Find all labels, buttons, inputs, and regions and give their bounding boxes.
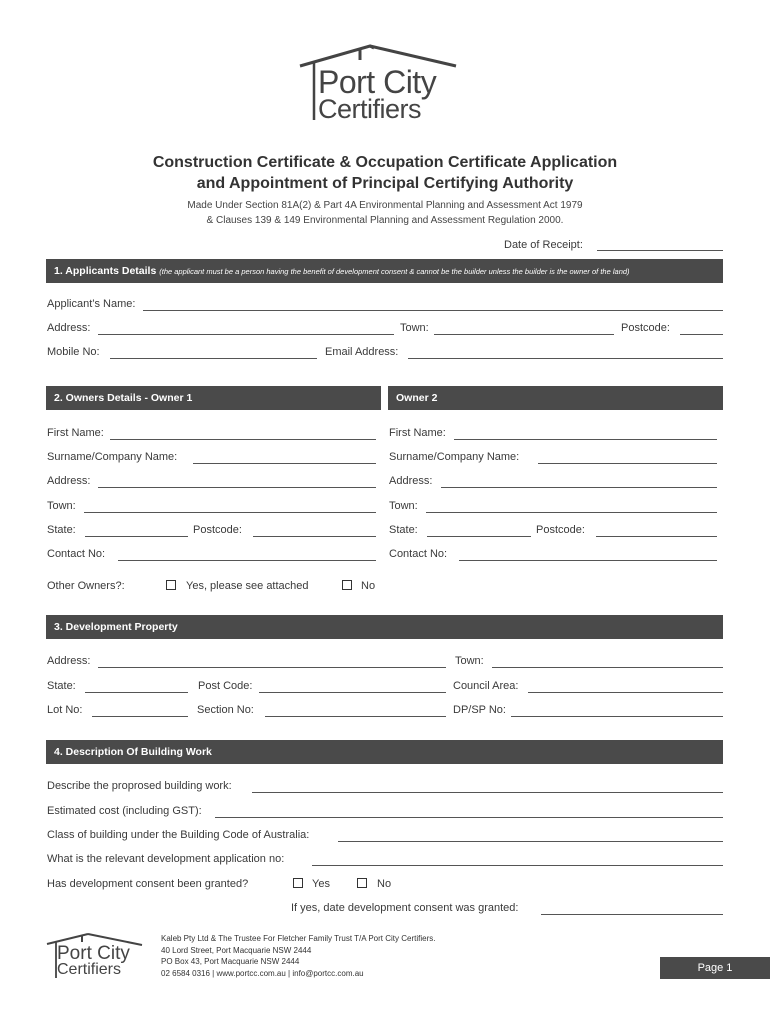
logo-line1: Port City <box>318 64 437 100</box>
da-no-label: What is the relevant development application no: <box>47 853 285 865</box>
consent-date-label: If yes, date development consent was granted: <box>291 902 519 914</box>
title-line1: Construction Certificate & Occupation Certificate Application <box>152 154 618 171</box>
owner1-state-field[interactable] <box>85 536 188 537</box>
applicant-address-field[interactable] <box>98 334 394 335</box>
property-address-label: Address: <box>47 655 91 667</box>
applicant-town-field[interactable] <box>434 334 614 335</box>
property-postcode-field[interactable] <box>259 692 446 693</box>
property-state-label: State: <box>47 680 76 692</box>
footer-logo <box>44 932 154 982</box>
footer-line3: PO Box 43, Port Macquarie NSW 2444 <box>161 957 300 966</box>
section3-header <box>46 615 723 639</box>
other-owners-no-checkbox[interactable] <box>342 580 352 590</box>
owner1-town-label: Town: <box>47 500 76 512</box>
section-no-field[interactable] <box>265 716 446 717</box>
email-label: Email Address: <box>325 346 399 358</box>
owner2-contact-field[interactable] <box>459 560 717 561</box>
page-number: Page 1 <box>660 957 770 979</box>
applicant-address-label: Address: <box>47 322 91 334</box>
owner2-first-name-field[interactable] <box>454 439 717 440</box>
section4-header <box>46 740 723 764</box>
footer-text <box>161 933 435 979</box>
owner2-header <box>388 386 723 410</box>
owner2-postcode-label: Postcode: <box>536 524 585 536</box>
owner2-surname-field[interactable] <box>538 463 717 464</box>
subtitle-line1: Made Under Section 81A(2) & Part 4A Environmental Planning and Assessment Act 1979 <box>187 200 583 211</box>
council-area-label: Council Area: <box>453 680 519 692</box>
subtitle-line2: & Clauses 139 & 149 Environmental Planning and Assessment Regulation 2000. <box>206 215 564 226</box>
consent-granted-label: Has development consent been granted? <box>47 878 249 890</box>
owner2-address-label: Address: <box>389 475 433 487</box>
logo-line2: Certifiers <box>318 94 422 124</box>
section2-title: 2. Owners Details - Owner 1 <box>54 392 193 404</box>
owner1-town-field[interactable] <box>84 512 376 513</box>
lot-no-field[interactable] <box>92 716 188 717</box>
describe-work-label: Describe the proprosed building work: <box>47 780 232 792</box>
owner2-surname-label: Surname/Company Name: <box>389 451 520 463</box>
other-owners-no-label: No <box>361 580 376 592</box>
owner1-contact-label: Contact No: <box>47 548 106 560</box>
consent-no-checkbox[interactable] <box>357 878 367 888</box>
owner2-postcode-field[interactable] <box>596 536 717 537</box>
owner1-first-name-label: First Name: <box>47 427 104 439</box>
consent-date-field[interactable] <box>541 914 723 915</box>
building-class-field[interactable] <box>338 841 723 842</box>
mobile-label: Mobile No: <box>47 346 100 358</box>
dpsp-no-field[interactable] <box>511 716 723 717</box>
consent-yes-label: Yes <box>312 878 330 890</box>
property-state-field[interactable] <box>85 692 188 693</box>
property-town-field[interactable] <box>492 667 723 668</box>
owner2-state-label: State: <box>389 524 418 536</box>
da-no-field[interactable] <box>312 865 723 866</box>
owner1-address-field[interactable] <box>98 487 376 488</box>
estimated-cost-field[interactable] <box>215 817 723 818</box>
council-area-field[interactable] <box>528 692 723 693</box>
footer-logo-line1: Port City <box>57 943 130 964</box>
owner2-title: Owner 2 <box>396 392 438 404</box>
section-no-label: Section No: <box>197 704 254 716</box>
section1-header <box>46 259 723 283</box>
owner1-postcode-label: Postcode: <box>193 524 242 536</box>
applicant-name-field[interactable] <box>143 310 723 311</box>
building-class-label: Class of building under the Building Code of Australia: <box>47 829 310 841</box>
owner2-town-field[interactable] <box>426 512 717 513</box>
footer-line4: 02 6584 0316 | www.portcc.com.au | info@portcc.com.au <box>161 968 364 978</box>
other-owners-label: Other Owners?: <box>47 580 125 592</box>
other-owners-yes-label: Yes, please see attached <box>186 580 309 592</box>
property-address-field[interactable] <box>98 667 446 668</box>
consent-no-label: No <box>377 878 392 890</box>
owner2-state-field[interactable] <box>427 536 531 537</box>
mobile-field[interactable] <box>110 358 317 359</box>
footer-logo-line2: Certifiers <box>57 961 122 978</box>
owner2-address-field[interactable] <box>441 487 717 488</box>
email-field[interactable] <box>408 358 723 359</box>
section1-note: (the applicant must be a person having the benefit of development consent & cannot be the builder unless the builder is the owner of the land) <box>159 267 630 276</box>
lot-no-label: Lot No: <box>47 704 83 716</box>
section3-title: 3. Development Property <box>54 621 178 633</box>
describe-work-field[interactable] <box>252 792 723 793</box>
owner1-state-label: State: <box>47 524 76 536</box>
title-line2: and Appointment of Principal Certifying Authority <box>196 175 574 192</box>
owner1-contact-field[interactable] <box>118 560 376 561</box>
owner2-first-name-label: First Name: <box>389 427 446 439</box>
footer-line1: Kaleb Pty Ltd & The Trustee For Fletcher Family Trust T/A Port City Certifiers. <box>161 934 436 943</box>
owner1-first-name-field[interactable] <box>110 439 376 440</box>
date-of-receipt-field[interactable] <box>597 250 723 251</box>
owner1-surname-field[interactable] <box>193 463 376 464</box>
owner2-town-label: Town: <box>389 500 418 512</box>
date-of-receipt-label: Date of Receipt: <box>504 239 583 251</box>
applicant-name-label: Applicant’s Name: <box>47 298 136 310</box>
section1-title: 1. Applicants Details <box>54 265 157 277</box>
estimated-cost-label: Estimated cost (including GST): <box>47 805 202 817</box>
property-postcode-label: Post Code: <box>198 680 253 692</box>
other-owners-yes-checkbox[interactable] <box>166 580 176 590</box>
dpsp-no-label: DP/SP No: <box>453 704 506 716</box>
section4-title: 4. Description Of Building Work <box>54 746 212 758</box>
consent-yes-checkbox[interactable] <box>293 878 303 888</box>
applicant-postcode-label: Postcode: <box>621 322 670 334</box>
owner1-address-label: Address: <box>47 475 91 487</box>
logo <box>296 44 476 124</box>
owner1-postcode-field[interactable] <box>253 536 376 537</box>
owner1-surname-label: Surname/Company Name: <box>47 451 178 463</box>
applicant-town-label: Town: <box>400 322 429 334</box>
section2-header <box>46 386 381 410</box>
owner2-contact-label: Contact No: <box>389 548 448 560</box>
property-town-label: Town: <box>455 655 484 667</box>
footer-line2: 40 Lord Street, Port Macquarie NSW 2444 <box>161 945 312 955</box>
applicant-postcode-field[interactable] <box>680 334 723 335</box>
